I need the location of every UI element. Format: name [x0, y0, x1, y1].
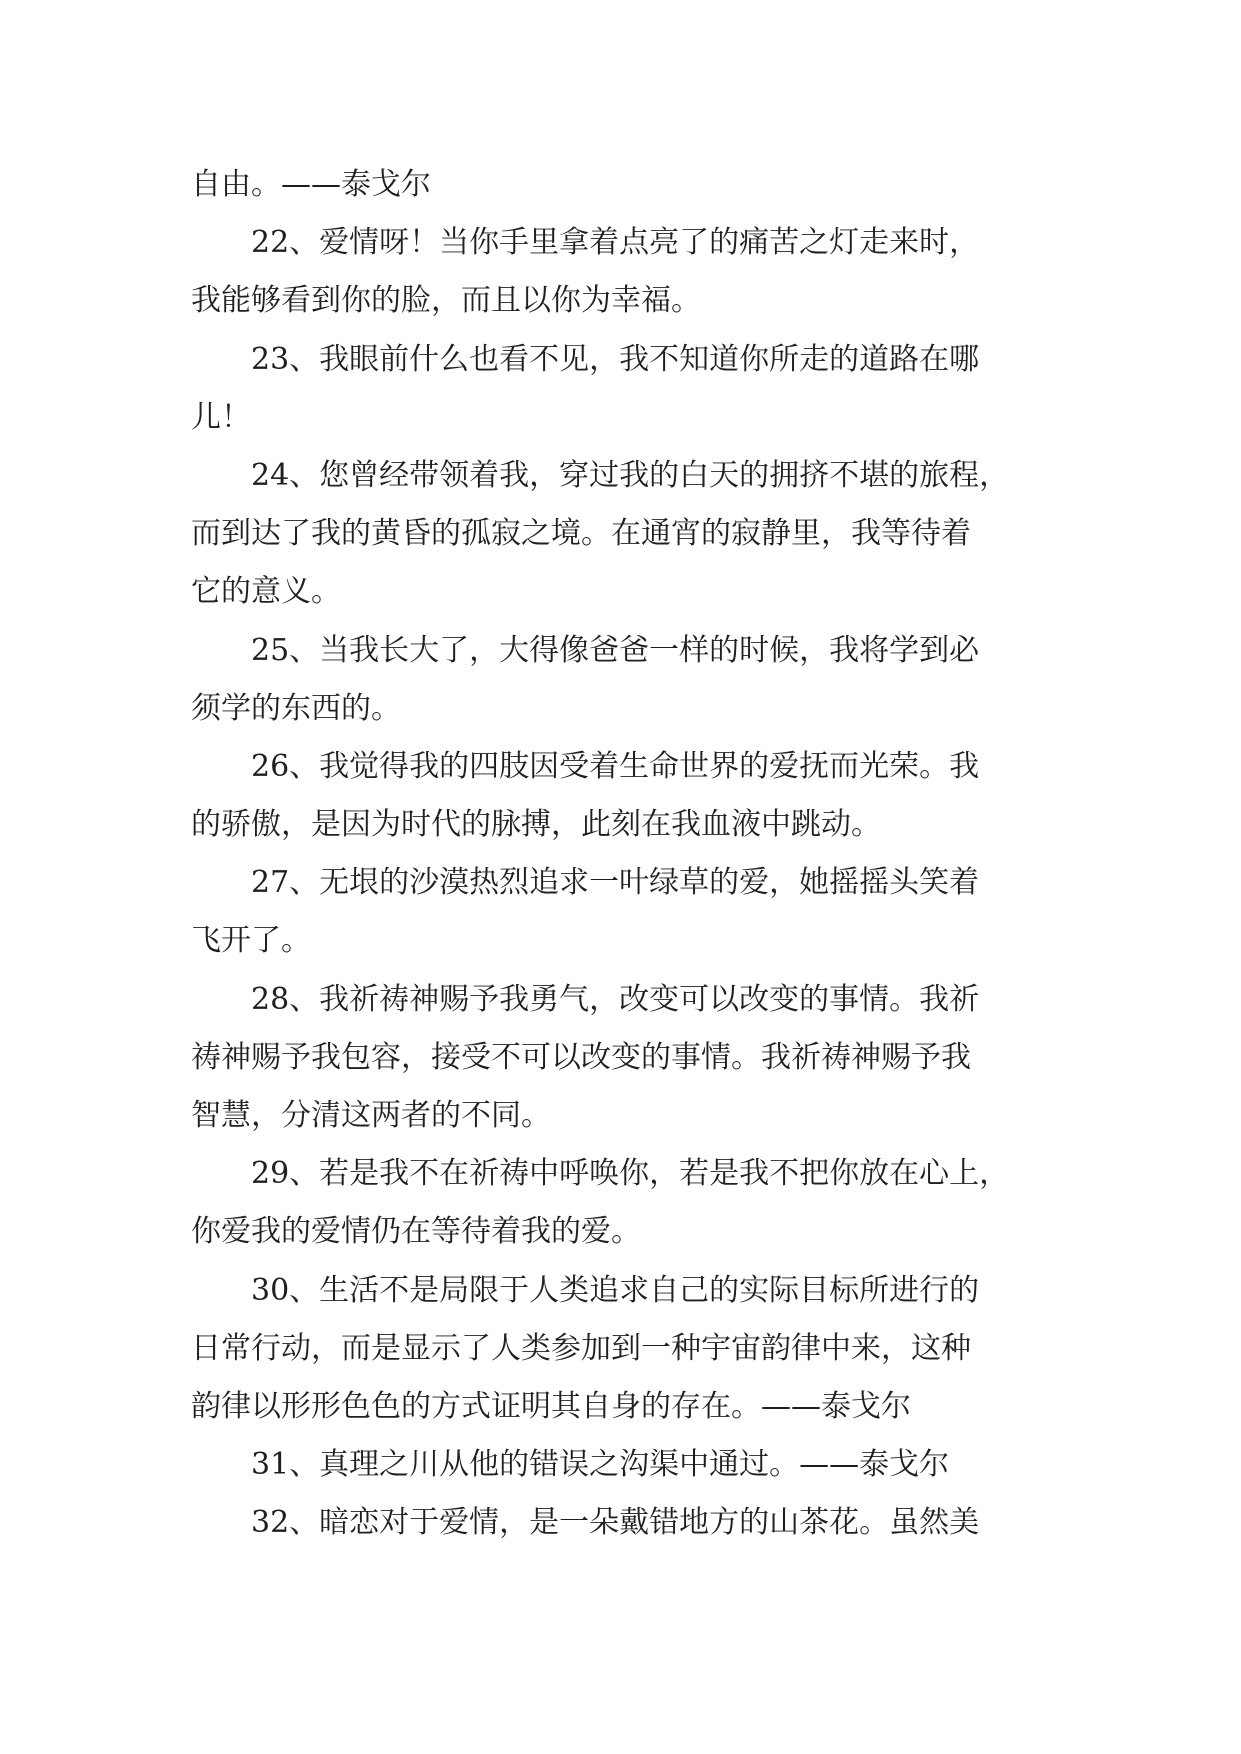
quote-29-line-1: 29、若是我不在祈祷中呼唤你，若是我不把你放在心上， [251, 1156, 1010, 1192]
quote-30-line-1: 30、生活不是局限于人类追求自己的实际目标所进行的 [251, 1272, 980, 1308]
document-body [191, 156, 1051, 1553]
quote-32-line-1: 32、暗恋对于爱情，是一朵戴错地方的山茶花。虽然美 [251, 1505, 980, 1541]
quote-22-line-1: 22、爱情呀！当你手里拿着点亮了的痛苦之灯走来时， [251, 225, 980, 261]
quote-27-line-1: 27、无垠的沙漠热烈追求一叶绿草的爱，她摇摇头笑着 [251, 865, 980, 901]
quote-27-line-2: 飞开了。 [191, 923, 311, 959]
quote-30-line-2: 日常行动，而是显示了人类参加到一种宇宙韵律中来，这种 [191, 1330, 971, 1366]
quote-22-line-2: 我能够看到你的脸，而且以你为幸福。 [191, 283, 701, 319]
text-line: 自由。——泰戈尔 [191, 167, 431, 202]
quote-26-line-2: 的骄傲，是因为时代的脉搏，此刻在我血液中跳动。 [191, 807, 881, 843]
quote-24-line-3: 它的意义。 [191, 574, 341, 610]
quote-28-line-3: 智慧，分清这两者的不同。 [191, 1098, 551, 1133]
quote-24-line-2: 而到达了我的黄昏的孤寂之境。在通宵的寂静里，我等待着 [191, 516, 971, 552]
quote-26-line-1: 26、我觉得我的四肢因受着生命世界的爱抚而光荣。我 [251, 748, 980, 784]
quote-29-line-2: 你爱我的爱情仍在等待着我的爱。 [191, 1214, 641, 1250]
quote-23-line-2: 儿！ [191, 399, 251, 435]
quote-31-line-1: 31、真理之川从他的错误之沟渠中通过。——泰戈尔 [251, 1447, 950, 1483]
quote-28-line-2: 祷神赐予我包容，接受不可以改变的事情。我祈祷神赐予我 [191, 1039, 971, 1075]
quote-25-line-2: 须学的东西的。 [191, 690, 401, 726]
quote-24-line-1: 24、您曾经带领着我，穿过我的白天的拥挤不堪的旅程， [251, 457, 1010, 493]
quote-25-line-1: 25、当我长大了，大得像爸爸一样的时候，我将学到必 [251, 632, 980, 668]
quote-23-line-1: 23、我眼前什么也看不见，我不知道你所走的道路在哪 [251, 341, 980, 377]
quote-30-line-3: 韵律以形形色色的方式证明其自身的存在。——泰戈尔 [191, 1388, 911, 1424]
quote-28-line-1: 28、我祈祷神赐予我勇气，改变可以改变的事情。我祈 [251, 981, 980, 1017]
